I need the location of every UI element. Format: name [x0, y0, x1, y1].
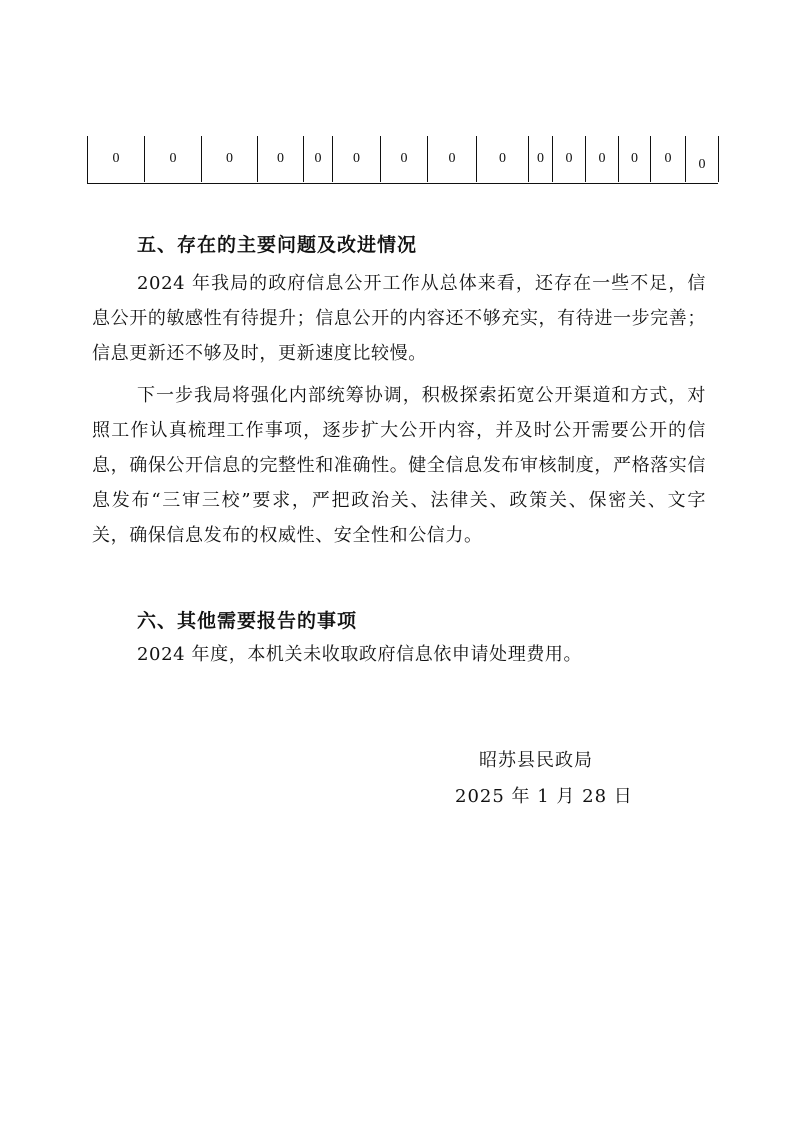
signature-date: 2025 年 1 月 28 日	[455, 786, 633, 807]
table-cell: 0	[88, 136, 145, 182]
table-cell: 0	[202, 136, 258, 182]
table-cell: 0	[619, 136, 651, 182]
table-cell: 0	[586, 136, 619, 182]
table-cell: 0	[258, 136, 304, 182]
data-table-row	[87, 136, 718, 184]
table-cell: 0	[145, 136, 202, 182]
table-cell: 0	[428, 136, 477, 182]
paragraph-fees: 2024 年度，本机关未收取政府信息依申请处理费用。	[137, 644, 583, 665]
table-cell: 0	[304, 136, 333, 182]
signature-org: 昭苏县民政局	[479, 750, 593, 771]
table-cell-value: 0	[698, 157, 706, 172]
table-cell: 0	[553, 136, 586, 182]
table-cell: 0	[381, 136, 428, 182]
table-cell: 0	[477, 136, 529, 182]
table-cell: 0	[529, 136, 553, 182]
paragraph-improvements: 下一步我局将强化内部统筹协调，积极探索拓宽公开渠道和方式，对照工作认真梳理工作事项，逐步扩大公开内容，并及时公开需要公开的信息，确保公开信息的完整性和准确性。健全信息发布审核制度，严格落实信息发布“三审三校”要求，严把政治关、法律关、政策关、保密关、文字关，确保信息发布的权威性、安全性和公信力。	[92, 385, 706, 546]
paragraph-problems: 2024 年我局的政府信息公开工作从总体来看，还存在一些不足，信息公开的敏感性有待提升；信息公开的内容还不够充实，有待进一步完善；信息更新还不够及时，更新速度比较慢。	[92, 273, 706, 364]
table-cell: 0	[651, 136, 686, 182]
table-cell: 0	[333, 136, 381, 182]
table-cell	[686, 136, 719, 182]
section-heading-other: 六、其他需要报告的事项	[137, 610, 358, 632]
section-heading-problems: 五、存在的主要问题及改进情况	[137, 234, 418, 256]
